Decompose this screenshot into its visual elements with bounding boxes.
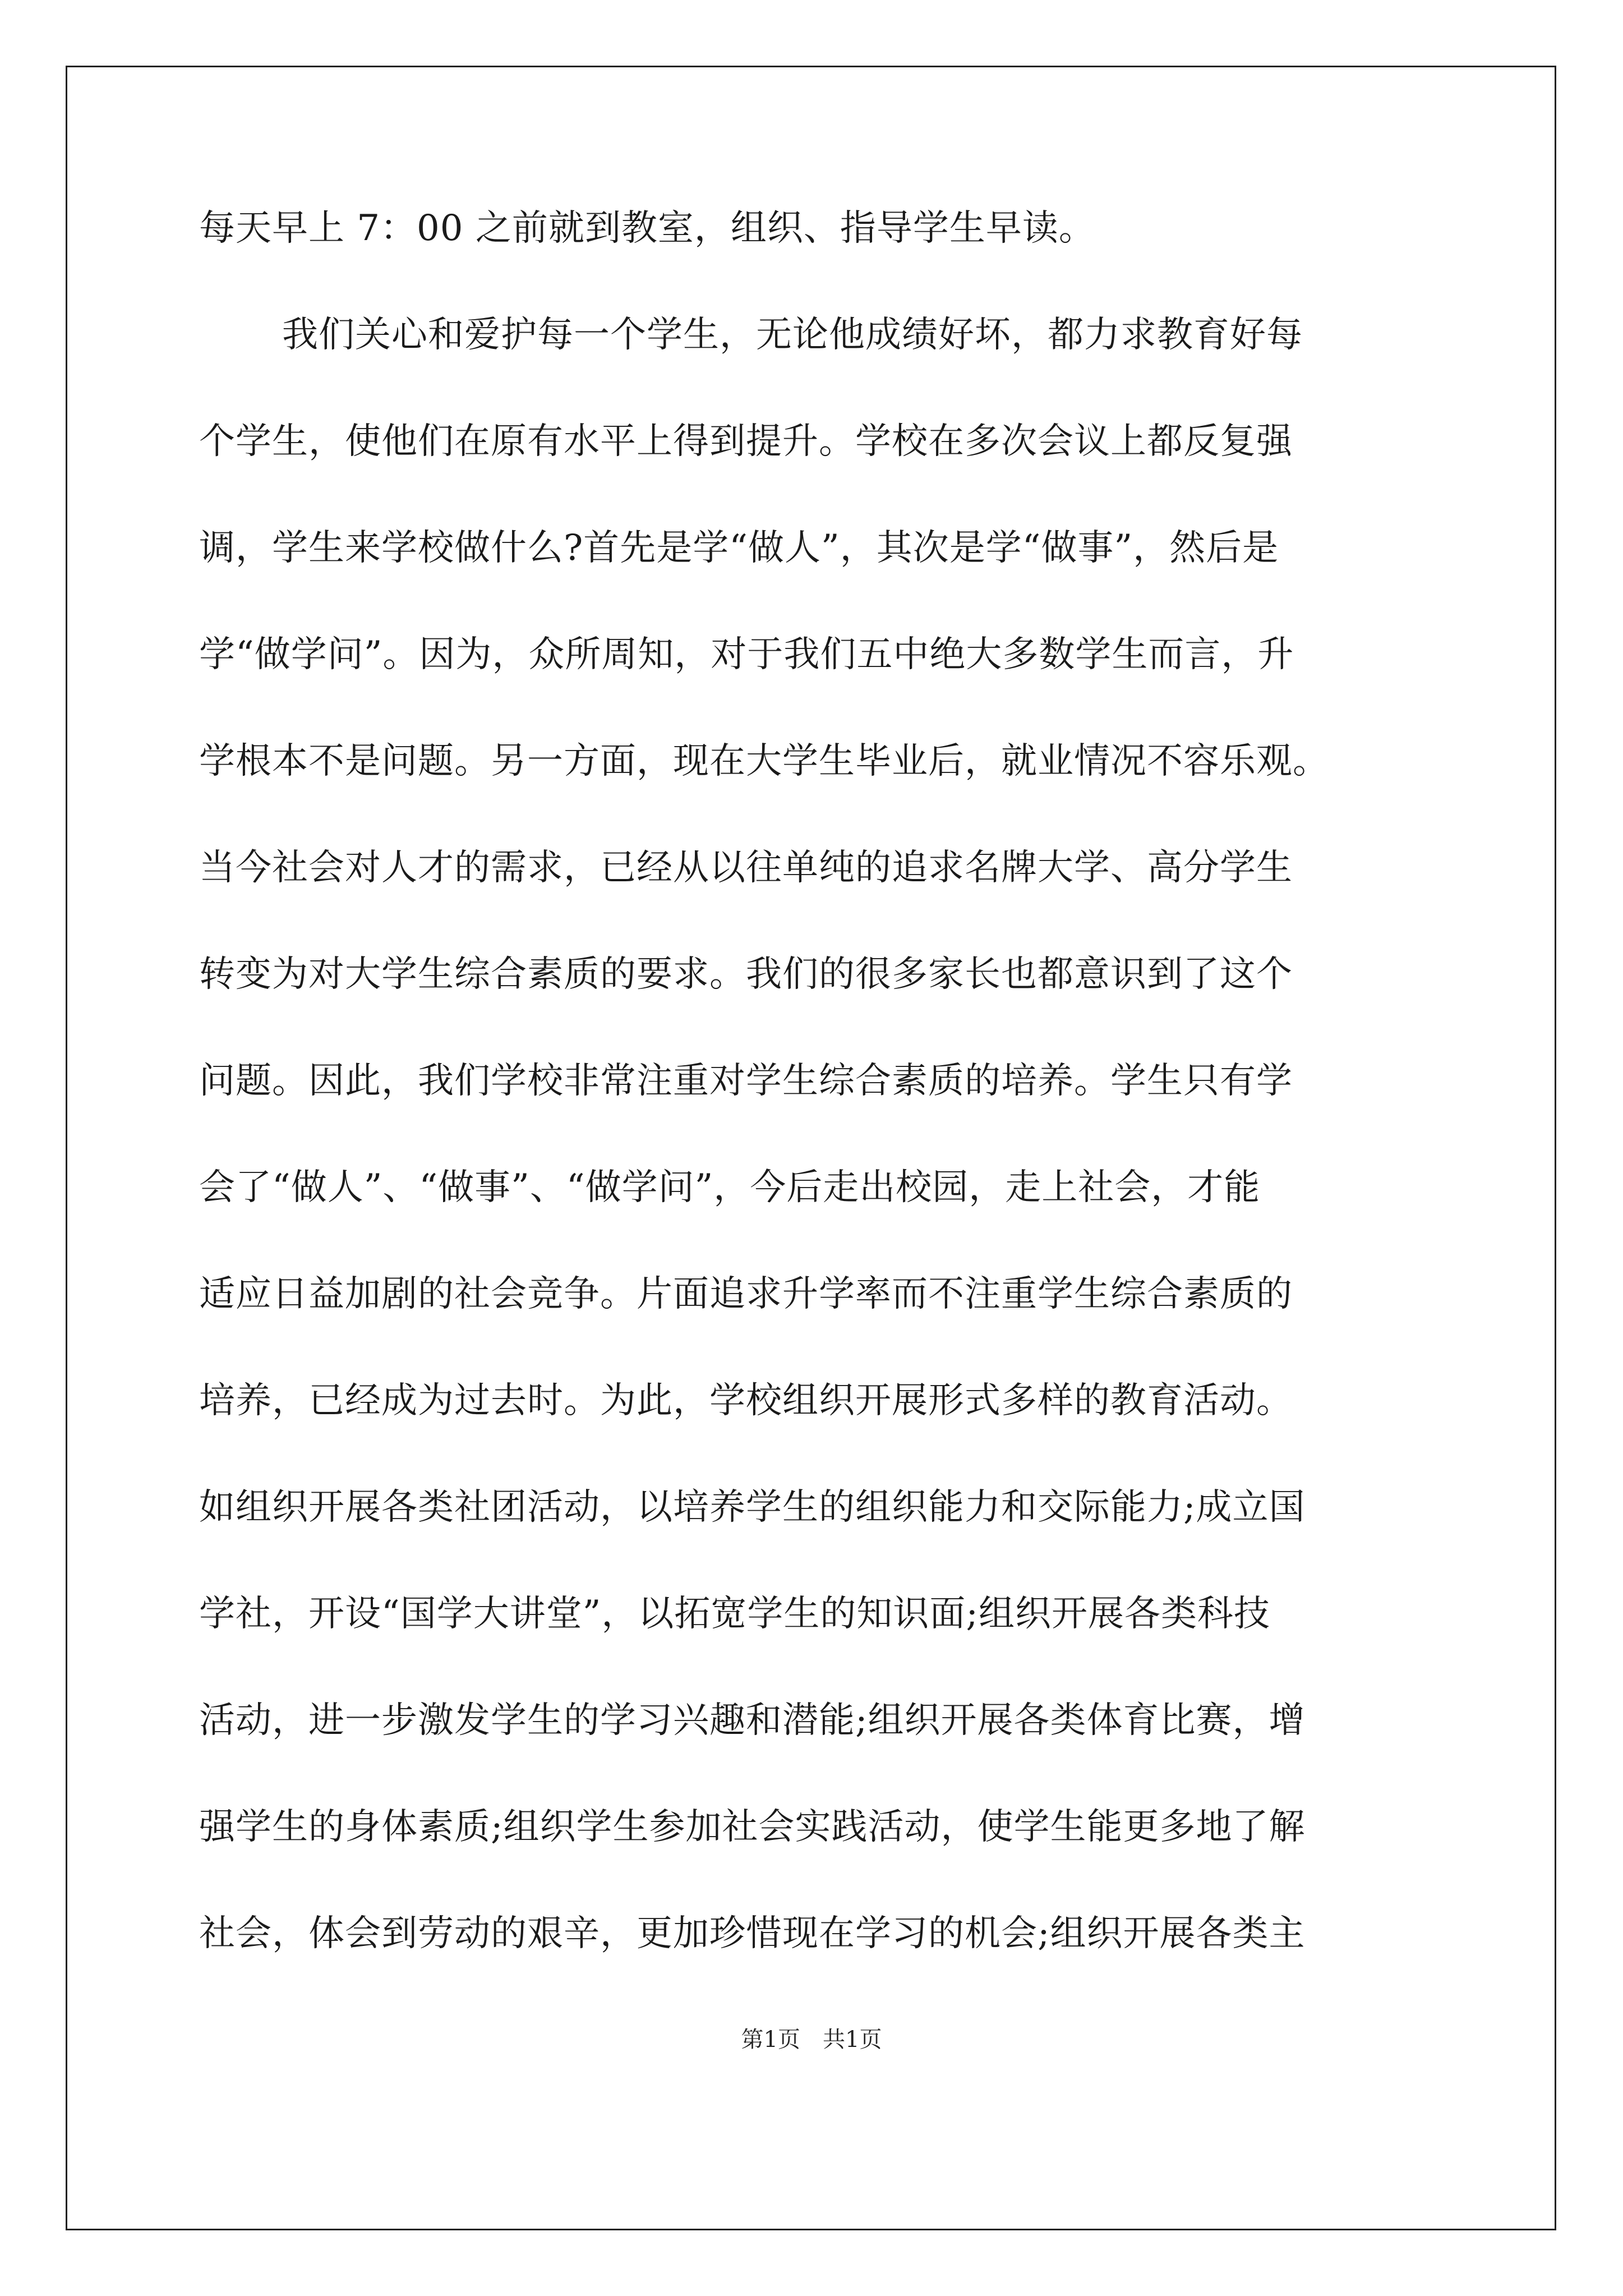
text-line: 转变为对大学生综合素质的要求。我们的很多家长也都意识到了这个 — [199, 954, 1293, 995]
text-line: 学社，开设“国学大讲堂”，以拓宽学生的知识面;组织开展各类科技 — [199, 1593, 1270, 1635]
text-line: 个学生，使他们在原有水平上得到提升。学校在多次会议上都反复强 — [199, 421, 1293, 462]
text-line: 活动，进一步激发学生的学习兴趣和潜能;组织开展各类体育比赛，增 — [199, 1700, 1306, 1741]
text-line: 当今社会对人才的需求，已经从以往单纯的追求名牌大学、高分学生 — [199, 847, 1293, 889]
text-line: 每天早上 7：00 之前就到教室，组织、指导学生早读。 — [199, 208, 1095, 249]
paragraph-first-line: 我们关心和爱护每一个学生，无论他成绩好坏，都力求教育好每 — [282, 314, 1303, 356]
text-line: 学“做学问”。因为，众所周知，对于我们五中绝大多数学生而言，升 — [199, 634, 1294, 675]
page-number-footer: 第1页 共1页 — [741, 2027, 882, 2053]
text-line: 调，学生来学校做什么?首先是学“做人”，其次是学“做事”，然后是 — [199, 527, 1279, 569]
text-line: 会了“做人”、“做事”、“做学问”，今后走出校园，走上社会，才能 — [199, 1167, 1261, 1208]
text-line: 如组织开展各类社团活动，以培养学生的组织能力和交际能力;成立国 — [199, 1487, 1306, 1528]
text-line: 学根本不是问题。另一方面，现在大学生毕业后，就业情况不容乐观。 — [199, 740, 1329, 782]
text-line: 适应日益加剧的社会竞争。片面追求升学率而不注重学生综合素质的 — [199, 1273, 1293, 1315]
text-line: 社会，体会到劳动的艰辛，更加珍惜现在学习的机会;组织开展各类主 — [199, 1913, 1306, 1954]
document-body — [199, 210, 1433, 2022]
text-line: 强学生的身体素质;组织学生参加社会实践活动，使学生能更多地了解 — [199, 1806, 1306, 1848]
text-line: 培养，已经成为过去时。为此，学校组织开展形式多样的教育活动。 — [199, 1380, 1293, 1421]
text-line: 问题。因此，我们学校非常注重对学生综合素质的培养。学生只有学 — [199, 1060, 1293, 1102]
